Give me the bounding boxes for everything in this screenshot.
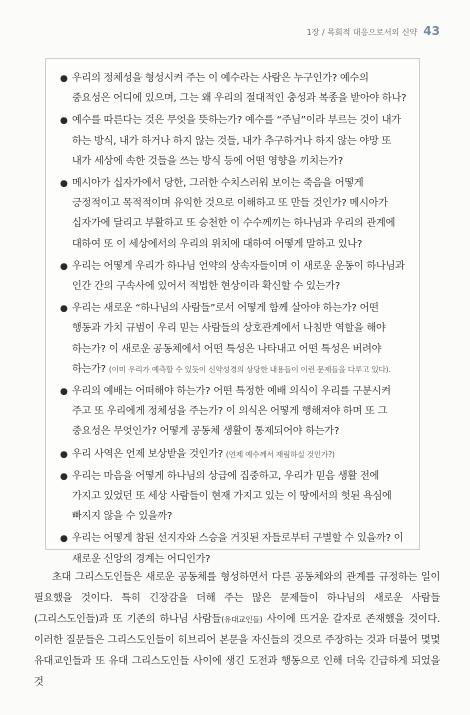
bullet-icon: ●: [60, 261, 68, 272]
paragraph-aside: (유대교인들): [221, 615, 263, 624]
bullet-icon: ●: [60, 116, 68, 127]
bullet-icon: ●: [60, 449, 68, 460]
bullet-icon: ●: [60, 179, 68, 190]
question-list: [46, 59, 419, 570]
list-item: ● 우리는 새로운 “하나님의 사람들”로서 어떻게 함께 살아야 하는가? 어떤 행동과 가치 규범이 우리 믿는 사람들의 상호관계에서 나침반 역할을 해야 하는가? 이 새로운 공동체에서 어떤 특성은 나타내고 어떤 특성은 버려야 하는가? (이미 우리가 예측할 수 있듯이 신약성경의 상당한 내용들이 이런 문제들을 다루고 있다).: [60, 299, 407, 380]
list-item: ● 우리의 예배는 어떠해야 하는가? 어떤 특정한 예배 의식이 우리를 구분시켜 주고 또 우리에게 정체성을 주는가? 이 의식은 어떻게 행해져야 하며 또 그 중요성은 무엇인가? 어떻게 공동체 생활이 통제되어야 하는가?: [60, 382, 407, 443]
list-item: ● 우리 사역은 언제 보상받을 것인가? (언제 예수께서 재림하실 것인가?): [60, 445, 407, 465]
list-item-note: (이미 우리가 예측할 수 있듯이 신약성경의 상당한 내용들이 이런 문제들을 다루고 있다).: [108, 364, 391, 374]
bullet-icon: ●: [60, 387, 68, 398]
question-box: [45, 58, 420, 565]
bullet-icon: ●: [60, 471, 68, 482]
list-item: ● 우리는 어떻게 우리가 하나님 언약의 상속자들이며 이 새로운 운동이 하나님과 인간 간의 구속사에 있어서 적법한 현상이라 확신할 수 있는가?: [60, 257, 407, 297]
bullet-icon: ●: [60, 304, 68, 315]
bullet-icon: ●: [60, 74, 68, 84]
body-paragraph: 초대 그리스도인들은 새로운 공동체를 형성하면서 다른 공동체와의 관계를 규정하는 일이 필요했을 것이다. 특히 긴장감을 더해 주는 많은 문제들이 하나님의 새로운 사람들(그리스도인들)과 또 기존의 하나님 사람들(유대교인들) 사이에 뜨거운 갈자로 존재했을 것이다. 이러한 질문들은 그리스도인들이 히브리어 본문을 자신들의 것으로 주장하는 것과 더불어 몇몇 유대교인들과 또 유대 그리스도인들 사이에 생긴 도전과 행동으로 인해 더욱 긴급하게 되었을 것: [34, 572, 440, 688]
running-header: [307, 24, 440, 38]
list-item-note: (언제 예수께서 재림하실 것인가?): [225, 449, 335, 459]
list-item: ● 우리의 정체성을 형성시켜 주는 이 예수라는 사람은 누구인가? 예수의 중요성은 어디에 있으며, 그는 왜 우리의 절대적인 충성과 복종을 받아야 하나?: [60, 69, 407, 109]
list-item: ● 예수를 따른다는 것은 무엇을 뜻하는가? 예수를 “주님”이라 부르는 것이 내가 하는 방식, 내가 하거나 하지 않는 것들, 내가 추구하거나 하지 않는 야망 또 내가 세상에 속한 것들을 쓰는 방식 등에 어떤 영향을 끼치는가?: [60, 111, 407, 172]
page-number: 43: [423, 24, 440, 38]
running-title: 1장 / 목회적 대응으로서의 신약: [306, 28, 418, 37]
list-item: ● 메시아가 십자가에서 당한, 그러한 수치스러워 보이는 죽음을 어떻게 긍정적이고 목적적이며 유익한 것으로 이해하고 또 만들 것인가? 메시아가 십자가에 달리고 부활하고 또 승천한 이 수수께끼는 하나님과 우리의 관계에 대하여 또 이 세상에서의 우리의 위치에 대하여 어떻게 말하고 있나?: [60, 174, 407, 255]
bullet-icon: ●: [60, 534, 68, 545]
list-item: ● 우리는 마음을 어떻게 하나님의 상급에 집중하고, 우리가 믿음 생활 전에 가지고 있었던 또 세상 사람들이 현재 가지고 있는 이 땅에서의 헛된 욕심에 빠지지 않을 수 있을까?: [60, 467, 407, 528]
list-item: ● 우리는 어떻게 참된 선지자와 스승을 거짓된 자들로부터 구별할 수 있을까? 이 새로운 신앙의 경계는 어디인가?: [60, 529, 407, 569]
